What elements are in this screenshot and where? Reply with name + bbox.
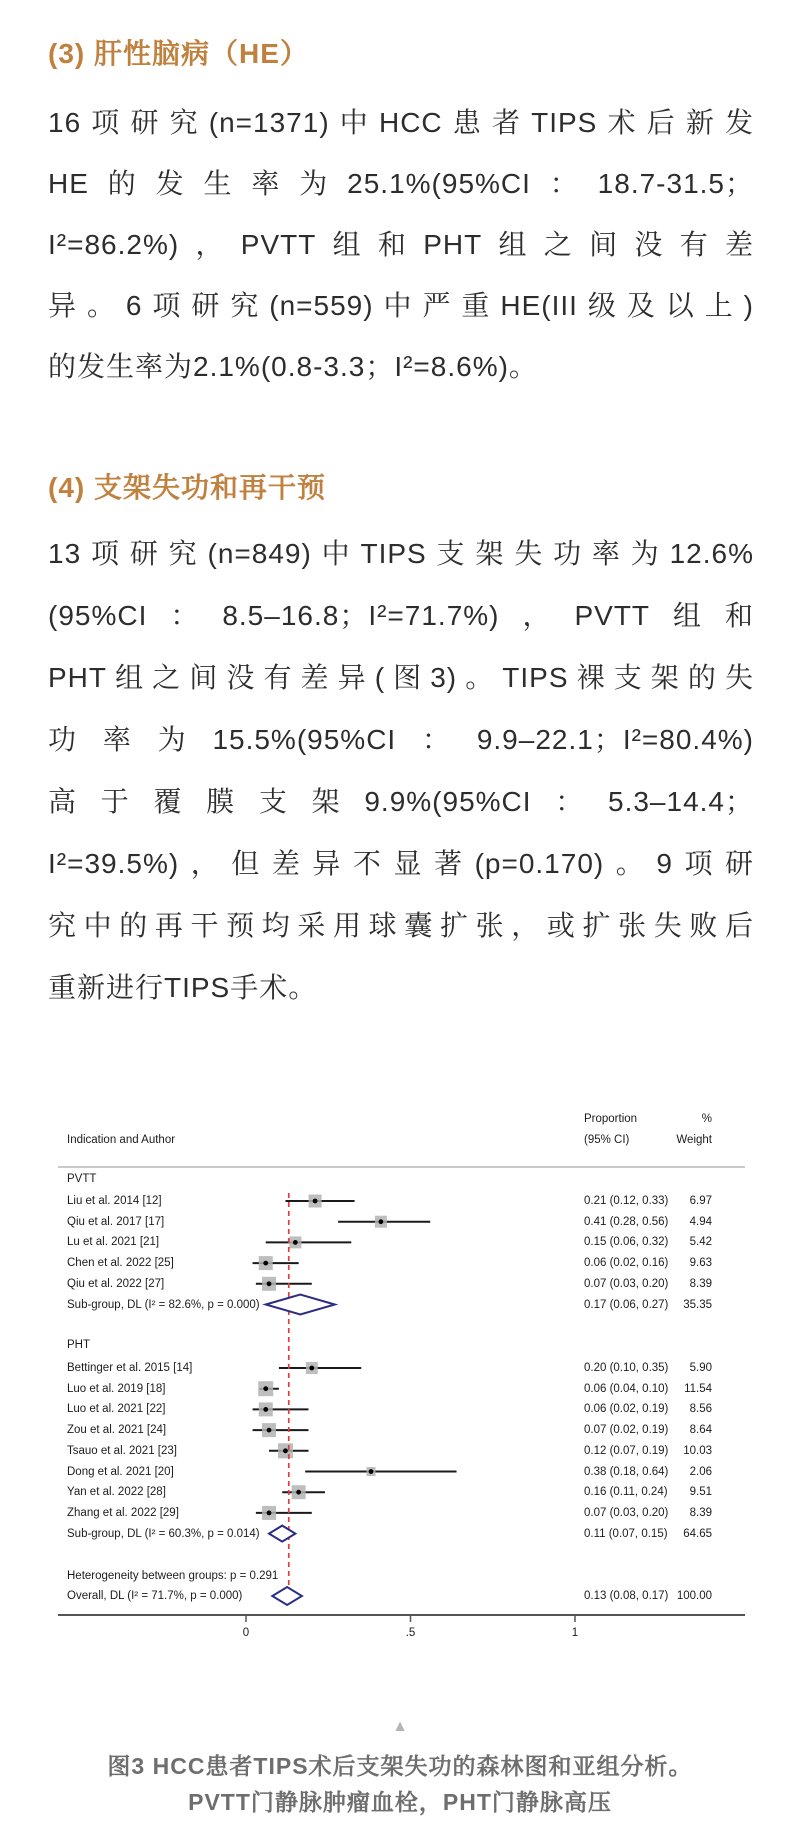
study-label: Lu et al. 2021 [21]	[67, 1236, 160, 1248]
section-heading-he: (3) 肝性脑病（HE）	[48, 38, 309, 69]
subgroup-label: Sub-group, DL (I² = 82.6%, p = 0.000)	[67, 1299, 260, 1311]
group-label: PHT	[67, 1339, 90, 1351]
point-estimate-dot	[267, 1511, 272, 1516]
ci-value: 0.06 (0.02, 0.19)	[584, 1403, 669, 1415]
weight-square-marker	[262, 1506, 276, 1520]
subgroup-diamond	[266, 1295, 335, 1315]
point-estimate-dot	[263, 1261, 268, 1266]
weight-value: 9.63	[689, 1257, 712, 1269]
body-text-line: 究中的再干预均采用球囊扩张，或扩张失败后	[48, 910, 754, 941]
figure-caption-line2: PVTT门静脉肿瘤血栓，PHT门静脉高压	[188, 1789, 612, 1815]
ci-value: 0.06 (0.04, 0.10)	[584, 1383, 669, 1395]
heterogeneity-note: Heterogeneity between groups: p = 0.291	[67, 1570, 279, 1582]
weight-square-marker	[258, 1381, 273, 1396]
weight-value: 64.65	[683, 1528, 712, 1540]
plot-col-header-weight: Weight	[676, 1134, 712, 1146]
weight-value: 8.39	[689, 1507, 712, 1519]
weight-square-marker	[289, 1236, 301, 1248]
weight-square-marker	[367, 1467, 376, 1476]
plot-col-header-ci: (95% CI)	[584, 1134, 630, 1146]
study-label: Zou et al. 2021 [24]	[67, 1424, 167, 1436]
point-estimate-dot	[369, 1469, 374, 1474]
body-text-line: 13项研究(n=849)中TIPS支架失功率为12.6%	[48, 538, 754, 569]
weight-square-marker	[278, 1443, 293, 1458]
point-estimate-dot	[309, 1366, 314, 1371]
weight-value: 2.06	[689, 1466, 712, 1478]
ci-value: 0.16 (0.11, 0.24)	[584, 1486, 668, 1498]
x-axis-tick-label: 0	[242, 1627, 250, 1639]
ci-value: 0.38 (0.18, 0.64)	[584, 1466, 669, 1478]
ci-value: 0.21 (0.12, 0.33)	[584, 1195, 669, 1207]
body-text-line: 的发生率为2.1%(0.8-3.3；I²=8.6%)。	[48, 351, 538, 382]
weight-value: 6.97	[689, 1195, 712, 1207]
ci-value: 0.12 (0.07, 0.19)	[584, 1445, 669, 1457]
study-label: Tsauo et al. 2021 [23]	[67, 1445, 177, 1457]
ci-value: 0.17 (0.06, 0.27)	[584, 1299, 669, 1311]
study-label: Qiu et al. 2022 [27]	[67, 1278, 165, 1290]
overall-diamond	[272, 1587, 302, 1605]
weight-square-marker	[262, 1423, 276, 1437]
study-label: Zhang et al. 2022 [29]	[67, 1507, 179, 1519]
weight-square-marker	[262, 1277, 276, 1291]
weight-square-marker	[306, 1362, 318, 1374]
weight-square-marker	[375, 1216, 387, 1228]
point-estimate-dot	[378, 1219, 383, 1224]
ci-value: 0.07 (0.02, 0.19)	[584, 1424, 669, 1436]
figure-caption-line1: 图3 HCC患者TIPS术后支架失功的森林图和亚组分析。	[107, 1753, 693, 1779]
study-label: Luo et al. 2021 [22]	[67, 1403, 166, 1415]
body-text-line: HE的发生率为25.1%(95%CI：18.7-31.5；	[48, 168, 754, 199]
study-label: Qiu et al. 2017 [17]	[67, 1216, 165, 1228]
ci-value: 0.07 (0.03, 0.20)	[584, 1278, 669, 1290]
weight-value: 9.51	[689, 1486, 712, 1498]
section-heading-stent: (4) 支架失功和再干预	[48, 472, 327, 503]
ci-value: 0.13 (0.08, 0.17)	[584, 1590, 669, 1602]
body-text-line: 异。6项研究(n=559)中严重HE(III级及以上)	[48, 290, 754, 321]
body-text-line: 重新进行TIPS手术。	[48, 972, 318, 1003]
body-text-line: 16项研究(n=1371)中HCC患者TIPS术后新发	[48, 107, 754, 138]
weight-value: 5.42	[689, 1236, 712, 1248]
subgroup-diamond	[269, 1526, 295, 1542]
weight-square-marker	[309, 1195, 322, 1208]
ci-value: 0.15 (0.06, 0.32)	[584, 1236, 669, 1248]
study-label: Yan et al. 2022 [28]	[67, 1486, 166, 1498]
weight-value: 100.00	[676, 1590, 712, 1602]
study-label: Bettinger et al. 2015 [14]	[67, 1362, 193, 1374]
body-text-line: I²=39.5%)，但差异不显著(p=0.170)。9项研	[48, 848, 754, 879]
weight-value: 11.54	[684, 1383, 712, 1395]
ci-value: 0.07 (0.03, 0.20)	[584, 1507, 669, 1519]
weight-value: 8.56	[689, 1403, 712, 1415]
weight-value: 4.94	[689, 1216, 712, 1228]
weight-square-marker	[259, 1402, 273, 1416]
paragraph-stent	[48, 523, 754, 1019]
point-estimate-dot	[283, 1448, 288, 1453]
weight-value: 10.03	[683, 1445, 712, 1457]
group-label: PVTT	[67, 1173, 97, 1185]
body-text-line: 高于覆膜支架9.9%(95%CI：5.3–14.4；	[48, 786, 754, 817]
ci-value: 0.20 (0.10, 0.35)	[584, 1362, 669, 1374]
point-estimate-dot	[267, 1428, 272, 1433]
point-estimate-dot	[313, 1199, 318, 1204]
weight-square-marker	[292, 1485, 306, 1499]
point-estimate-dot	[296, 1490, 301, 1495]
body-text-line: PHT组之间没有差异(图3)。TIPS裸支架的失	[48, 662, 754, 693]
x-axis-tick-label: 1	[571, 1627, 579, 1639]
overall-label: Overall, DL (I² = 71.7%, p = 0.000)	[67, 1590, 243, 1602]
collapse-arrow-icon[interactable]: ▲	[392, 1718, 408, 1735]
body-text-line: (95%CI：8.5–16.8；I²=71.7%)，PVTT组和	[48, 600, 754, 631]
point-estimate-dot	[267, 1281, 272, 1286]
study-label: Chen et al. 2022 [25]	[67, 1257, 174, 1269]
body-text-line: 功率为15.5%(95%CI：9.9–22.1；I²=80.4%)	[48, 724, 754, 755]
body-text-line: I²=86.2%)，PVTT组和PHT组之间没有差	[48, 229, 754, 260]
point-estimate-dot	[263, 1407, 268, 1412]
x-axis-tick-label: .5	[405, 1627, 416, 1639]
study-label: Luo et al. 2019 [18]	[67, 1383, 166, 1395]
ci-value: 0.06 (0.02, 0.16)	[584, 1257, 669, 1269]
point-estimate-dot	[263, 1386, 268, 1391]
study-label: Liu et al. 2014 [12]	[67, 1195, 162, 1207]
weight-value: 8.39	[689, 1278, 712, 1290]
weight-square-marker	[259, 1256, 273, 1270]
point-estimate-dot	[293, 1240, 298, 1245]
plot-col-header-percent: %	[701, 1113, 712, 1125]
plot-col-header-indication: Indication and Author	[67, 1134, 176, 1146]
paragraph-he	[48, 92, 754, 397]
ci-value: 0.11 (0.07, 0.15)	[584, 1528, 668, 1540]
weight-value: 8.64	[689, 1424, 712, 1436]
plot-col-header-proportion: Proportion	[584, 1113, 638, 1125]
study-label: Dong et al. 2021 [20]	[67, 1466, 174, 1478]
subgroup-label: Sub-group, DL (I² = 60.3%, p = 0.014)	[67, 1528, 260, 1540]
weight-value: 35.35	[683, 1299, 712, 1311]
weight-value: 5.90	[689, 1362, 712, 1374]
ci-value: 0.41 (0.28, 0.56)	[584, 1216, 669, 1228]
